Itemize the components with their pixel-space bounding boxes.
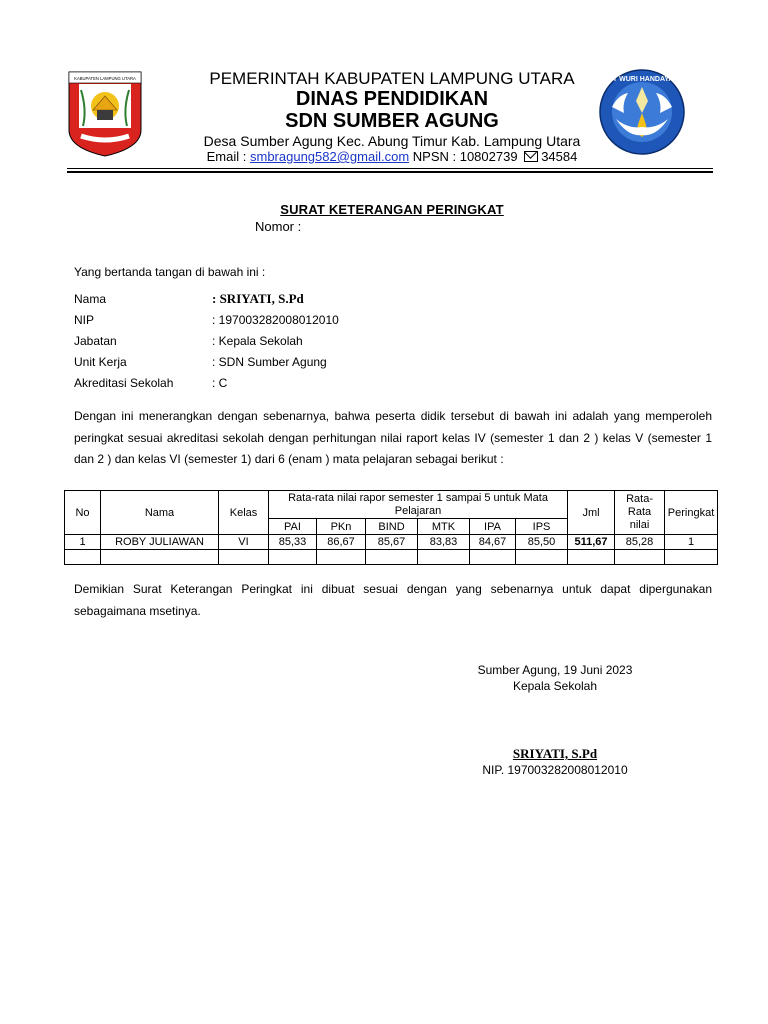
header-subject-pkn: PKn xyxy=(317,519,366,535)
letterhead-school: SDN SUMBER AGUNG xyxy=(285,110,499,132)
identity-value-nip: : 197003282008012010 xyxy=(212,313,339,327)
identity-label-unit: Unit Kerja xyxy=(74,355,127,369)
signature-role: Kepala Sekolah xyxy=(512,679,598,693)
identity-label-nama: Nama xyxy=(74,292,107,306)
signature-name: SRIYATI, S.Pd xyxy=(512,746,598,761)
letterhead-contact xyxy=(150,149,634,164)
identity-value-akreditasi: : C xyxy=(212,376,228,390)
cell-nama: ROBY JULIAWAN xyxy=(101,535,219,550)
identity-label-jabatan: Jabatan xyxy=(74,334,117,348)
npsn-text: NPSN : 10802739 xyxy=(409,149,522,164)
header-peringkat: Peringkat xyxy=(665,491,718,535)
table-row-empty xyxy=(65,550,718,565)
envelope-icon xyxy=(524,151,538,162)
header-subject-pai: PAI xyxy=(269,519,317,535)
letterhead-government: PEMERINTAH KABUPATEN LAMPUNG UTARA xyxy=(209,69,575,88)
closing-paragraph: Demikian Surat Keterangan Peringkat ini dibuat sesuai dengan yang sebenarnya untuk dapat dipergunakan sebagaimana msetinya. xyxy=(74,582,712,618)
letterhead-address: Desa Sumber Agung Kec. Abung Timur Kab. Lampung Utara xyxy=(203,133,581,149)
header-no: No xyxy=(65,491,101,535)
cell-score-ipa: 84,67 xyxy=(470,535,516,550)
header-subject-group: Rata-rata nilai rapor semester 1 sampai 5 untuk Mata Pelajaran xyxy=(269,491,568,519)
identity-value-unit: : SDN Sumber Agung xyxy=(212,355,327,369)
signature-place-date: Sumber Agung, 19 Juni 2023 xyxy=(477,663,633,677)
header-jml: Jml xyxy=(568,491,615,535)
email-link[interactable]: smbragung582@gmail.com xyxy=(249,149,410,164)
regency-logo-text: KABUPATEN LAMPUNG UTARA xyxy=(74,76,136,81)
header-subject-bind: BIND xyxy=(366,519,418,535)
tut-wuri-logo-text: TUT WURI HANDAYANI xyxy=(603,76,681,83)
email-label: Email : xyxy=(206,149,250,164)
header-subject-mtk: MTK xyxy=(418,519,470,535)
cell-score-mtk: 83,83 xyxy=(418,535,470,550)
cell-score-pkn: 86,67 xyxy=(317,535,366,550)
header-subject-ips: IPS xyxy=(516,519,568,535)
document-number: Nomor : xyxy=(255,219,302,234)
document-title: SURAT KETERANGAN PERINGKAT xyxy=(280,202,504,217)
header-subject-ipa: IPA xyxy=(470,519,516,535)
ranking-table xyxy=(64,490,718,565)
header-nama: Nama xyxy=(101,491,219,535)
cell-score-ips: 85,50 xyxy=(516,535,568,550)
intro-text: Yang bertanda tangan di bawah ini : xyxy=(74,265,266,279)
postal-code: 34584 xyxy=(541,149,578,164)
letterhead-divider xyxy=(67,168,713,173)
cell-rata: 85,28 xyxy=(615,535,665,550)
body-paragraph: Dengan ini menerangkan dengan sebenarnya, bahwa peserta didik tersebut di bawah ini adalah yang memperoleh peringkat sesuai akreditasi sekolah dengan perhitungan nilai raport kelas IV (semester 1 dan 2 ) kelas V (semester 1 dan 2 ) dan kelas VI (semester 1) dari 6 (enam ) mata pelajaran sebagai berikut : xyxy=(74,409,712,466)
identity-label-nip: NIP xyxy=(74,313,95,327)
cell-jml: 511,67 xyxy=(568,535,615,550)
cell-score-pai: 85,33 xyxy=(269,535,317,550)
cell-no: 1 xyxy=(65,535,101,550)
header-rata: Rata-Rata nilai xyxy=(615,491,665,535)
signature-nip: NIP. 197003282008012010 xyxy=(482,763,628,777)
regency-logo xyxy=(67,70,143,158)
identity-value-jabatan: : Kepala Sekolah xyxy=(212,334,303,348)
cell-peringkat: 1 xyxy=(665,535,718,550)
letterhead-department: DINAS PENDIDIKAN xyxy=(295,88,489,110)
identity-value-nama: : SRIYATI, S.Pd xyxy=(212,291,304,306)
identity-label-akreditasi: Akreditasi Sekolah xyxy=(74,376,174,390)
table-row xyxy=(65,535,718,550)
cell-kelas: VI xyxy=(219,535,269,550)
header-kelas: Kelas xyxy=(219,491,269,535)
cell-score-bind: 85,67 xyxy=(366,535,418,550)
